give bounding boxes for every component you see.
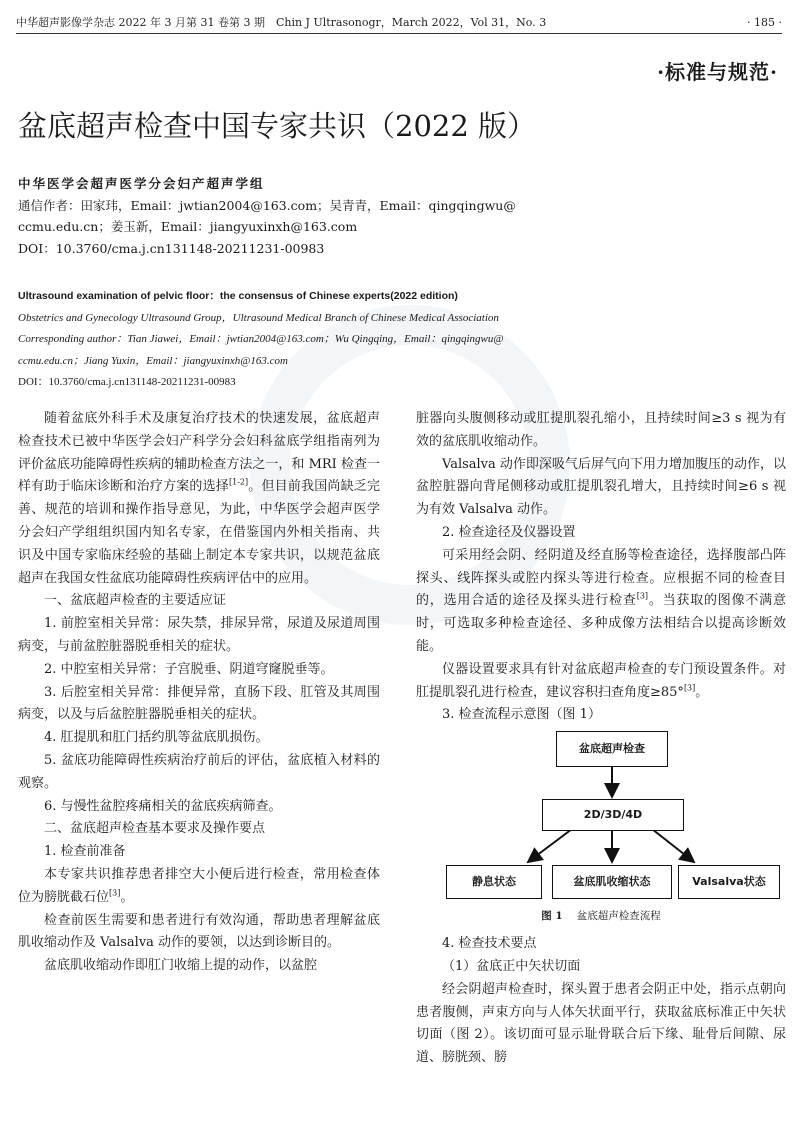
figure-caption: 图 1 盆底超声检查流程 — [541, 910, 661, 923]
corresponding-authors-line-2: ccmu.edu.cn；姜玉新，Email：jiangyuxinxh@163.com — [18, 219, 358, 234]
flow-box-modes: 2D/3D/4D — [542, 799, 684, 831]
indication-item: 2. 中腔室相关异常：子宫脱垂、阴道穹窿脱垂等。 — [44, 661, 334, 677]
subheading-route: 2. 检查途径及仪器设置 — [442, 524, 576, 540]
journal-citation: 中华超声影像学杂志 2022 年 3 月第 31 卷第 3 期 Chin J Ultrasonogr，March 2022，Vol 31，No. 3 — [16, 16, 547, 29]
body-paragraph: Valsalva 动作即深吸气后屏气向下用力增加腹压的动作，以盆腔脏器向背尾侧移动或肛提肌裂孔增大，且持续时间≥6 s 视为有效 Valsalva 动作。 — [416, 456, 786, 518]
indication-item: 5. 盆底功能障碍性疾病治疗前后的评估，盆底植入材料的观察。 — [18, 752, 380, 791]
subheading-preparation: 1. 检查前准备 — [44, 844, 126, 860]
page-number: · 185 · — [747, 15, 782, 29]
body-paragraph: 仪器设置要求具有针对盆底超声检查的专门预设置条件。对肛提肌裂孔进行检查，建议容积扫查角度≥85°[3]。 — [416, 661, 786, 700]
header-divider — [16, 33, 782, 34]
article-title: 盆底超声检查中国专家共识（2022 版） — [18, 109, 537, 143]
english-doi: DOI：10.3760/cma.j.cn131148-20211231-00983 — [18, 376, 236, 388]
heading-indications: 一、盆底超声检查的主要适应证 — [44, 593, 227, 609]
flow-box-exam: 盆底超声检查 — [556, 731, 668, 767]
body-paragraph: 检查前医生需要和患者进行有效沟通，帮助患者理解盆底肌收缩动作及 Valsalva 动作的要领，以达到诊断目的。 — [18, 912, 380, 951]
body-paragraph: 可采用经会阴、经阴道及经直肠等检查途径，选择腹部凸阵探头、线阵探头或腔内探头等进行检查。应根据不同的检查目的，选用合适的途径及探头进行检查[3]。当获取的图像不满意时，可选取多种检查途径、多种成像方法相结合以提高诊断效能。 — [416, 547, 786, 654]
body-paragraph: 盆底肌收缩动作即肛门收缩上提的动作，以盆腔 — [44, 958, 318, 974]
citation-ref[interactable]: [3] — [636, 592, 649, 602]
intro-paragraph: 随着盆底外科手术及康复治疗技术的快速发展，盆底超声检查技术已被中华医学会妇产科学分会妇科盆底学组指南列为评价盆底功能障碍性疾病的辅助检查方法之一，和 MRI 检查一样有助于临床诊断和治疗方案的选择[1-2]。但目前我国尚缺乏完善、规范的培训和操作指导意见，为此，中华医学会超声医学分会妇产学组组织国内知名专家，在借鉴国内外相关指南、共识及中国专家临床经验的基础上制定本专家共识，以规范盆底超声在我国女性盆底功能障碍性疾病评估中的应用。 — [18, 411, 380, 586]
chinese-front-matter — [18, 173, 780, 259]
body-paragraph: 脏器向头腹侧移动或肛提肌裂孔缩小，且持续时间≥3 s 视为有效的盆底肌收缩动作。 — [416, 411, 786, 449]
citation-ref[interactable]: [1-2] — [228, 478, 249, 488]
figure-1-flowchart — [416, 729, 786, 929]
subheading-midsagittal: （1）盆底正中矢状切面 — [442, 958, 581, 974]
section-tag: ·标准与规范· — [657, 60, 778, 84]
corresponding-authors-line-1: 通信作者：田家玮，Email：jwtian2004@163.com；吴青青，Email：qingqingwu@ — [18, 197, 516, 213]
heading-requirements: 二、盆底超声检查基本要求及操作要点 — [44, 821, 266, 837]
citation-ref[interactable]: [3] — [683, 683, 696, 693]
english-title: Ultrasound examination of pelvic floor：the consensus of Chinese experts(2022 edition) — [18, 290, 458, 302]
english-author-group: Obstetrics and Gynecology Ultrasound Group，Ultrasound Medical Branch of Chinese Medical Association — [18, 311, 499, 324]
body-paragraph: 本专家共识推荐患者排空大小便后进行检查，常用检查体位为膀胱截石位[3]。 — [18, 866, 380, 905]
indication-item: 6. 与慢性盆腔疼痛相关的盆底疾病筛查。 — [44, 798, 282, 814]
english-corresponding-line-2: ccmu.edu.cn；Jiang Yuxin，Email：jiangyuxinxh@163.com — [18, 354, 288, 367]
body-column-right — [416, 408, 786, 1070]
author-group: 中华医学会超声医学分会妇产超声学组 — [18, 176, 265, 191]
arrow-connector — [528, 829, 572, 862]
body-paragraph: 经会阴超声检查时，探头置于患者会阴正中处，指示点朝向患者腹侧，声束方向与人体矢状面平行，获取盆底标准正中矢状切面（图 2）。该切面可显示耻骨联合后下缘、耻骨后间隙、尿道、膀胱颈、膀 — [416, 981, 786, 1066]
indication-item: 4. 肛提肌和肛门括约肌等盆底肌损伤。 — [44, 730, 269, 746]
running-header — [16, 12, 782, 32]
indication-item: 3. 后腔室相关异常：排便异常，直肠下段、肛管及其周围病变，以及与后盆腔脏器脱垂相关的症状。 — [18, 684, 380, 723]
doi: DOI：10.3760/cma.j.cn131148-20211231-00983 — [18, 240, 325, 256]
flow-box-contraction: 盆底肌收缩状态 — [552, 865, 672, 899]
english-corresponding-line-1: Corresponding author：Tian Jiawei，Email：jwtian2004@163.com；Wu Qingqing，Email：qingqingwu@ — [18, 333, 504, 345]
arrow-connector — [652, 829, 694, 862]
indication-item: 1. 前腔室相关异常：尿失禁，排尿异常，尿道及尿道周围病变，与前盆腔脏器脱垂相关的症状。 — [18, 616, 380, 654]
body-column-left — [18, 408, 380, 978]
subheading-flow: 3. 检查流程示意图（图 1） — [442, 707, 601, 723]
flow-box-rest: 静息状态 — [446, 865, 542, 899]
english-front-matter — [18, 286, 780, 394]
flow-box-valsalva: Valsalva状态 — [678, 865, 780, 899]
subheading-technique: 4. 检查技术要点 — [442, 936, 537, 952]
citation-ref[interactable]: [3] — [109, 888, 121, 898]
